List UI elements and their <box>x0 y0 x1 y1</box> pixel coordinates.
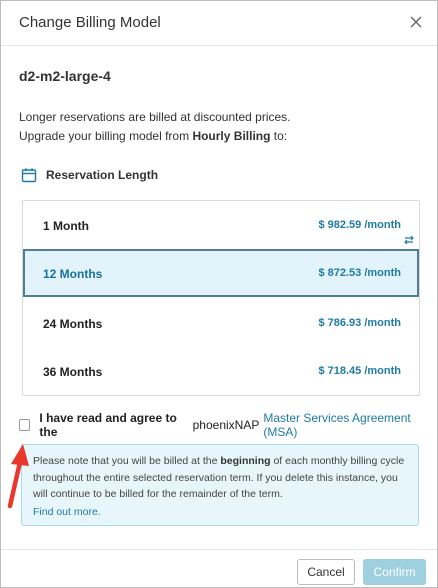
reservation-length-heading <box>19 165 158 185</box>
description-suffix: to: <box>273 129 288 143</box>
confirm-button[interactable]: Confirm <box>363 559 426 585</box>
billing-description <box>19 108 291 146</box>
cancel-button[interactable]: Cancel <box>297 559 355 585</box>
dialog-footer <box>1 549 437 588</box>
option-price: $ 718.45 /month <box>318 365 401 377</box>
agreement-company: phoenixNAP <box>192 418 260 432</box>
reservation-option-24-months[interactable] <box>23 299 419 347</box>
server-hostname: d2-m2-large-4 <box>19 68 111 84</box>
option-name: 12 Months <box>43 267 103 281</box>
billing-info-box <box>21 444 419 526</box>
msa-agreement-row <box>19 411 437 439</box>
reservation-length-label: Reservation Length <box>46 168 159 182</box>
find-out-more-link[interactable]: Find out more. <box>33 506 101 518</box>
reservation-option-1-month[interactable] <box>23 201 419 249</box>
billing-info-text <box>33 453 407 503</box>
calendar-icon <box>21 167 37 183</box>
option-price: $ 872.53 /month <box>318 267 401 279</box>
info-text-bold: beginning <box>220 455 271 467</box>
info-text-part-2: of each monthly billing cycle throughout the entire selected reservation term. If you delete this instance, you will continue to be billed for the remainder of the term. <box>33 455 405 500</box>
description-line-1: Longer reservations are billed at discounted prices. <box>19 110 291 124</box>
annotation-arrow-icon <box>1 426 61 546</box>
option-price: $ 786.93 /month <box>318 317 401 329</box>
description-current-model: Hourly Billing <box>192 129 271 143</box>
msa-link[interactable]: Master Services Agreement (MSA) <box>263 411 411 439</box>
option-name: 36 Months <box>43 365 103 379</box>
dialog-header <box>1 1 437 46</box>
close-icon[interactable] <box>407 13 425 31</box>
description-prefix: Upgrade your billing model from <box>19 129 190 143</box>
dialog-title: Change Billing Model <box>19 14 161 31</box>
option-name: 1 Month <box>43 219 89 233</box>
option-name: 24 Months <box>43 317 103 331</box>
reservation-option-36-months[interactable] <box>23 347 419 395</box>
swap-icon <box>403 234 415 246</box>
info-text-part-1: Please note that you will be billed at the <box>33 455 218 467</box>
description-line-2 <box>19 127 291 146</box>
agreement-bold-text: I have read and agree to the <box>39 411 177 439</box>
reservation-option-12-months[interactable] <box>23 249 419 297</box>
reservation-options <box>22 200 420 396</box>
option-price: $ 982.59 /month <box>318 219 401 231</box>
